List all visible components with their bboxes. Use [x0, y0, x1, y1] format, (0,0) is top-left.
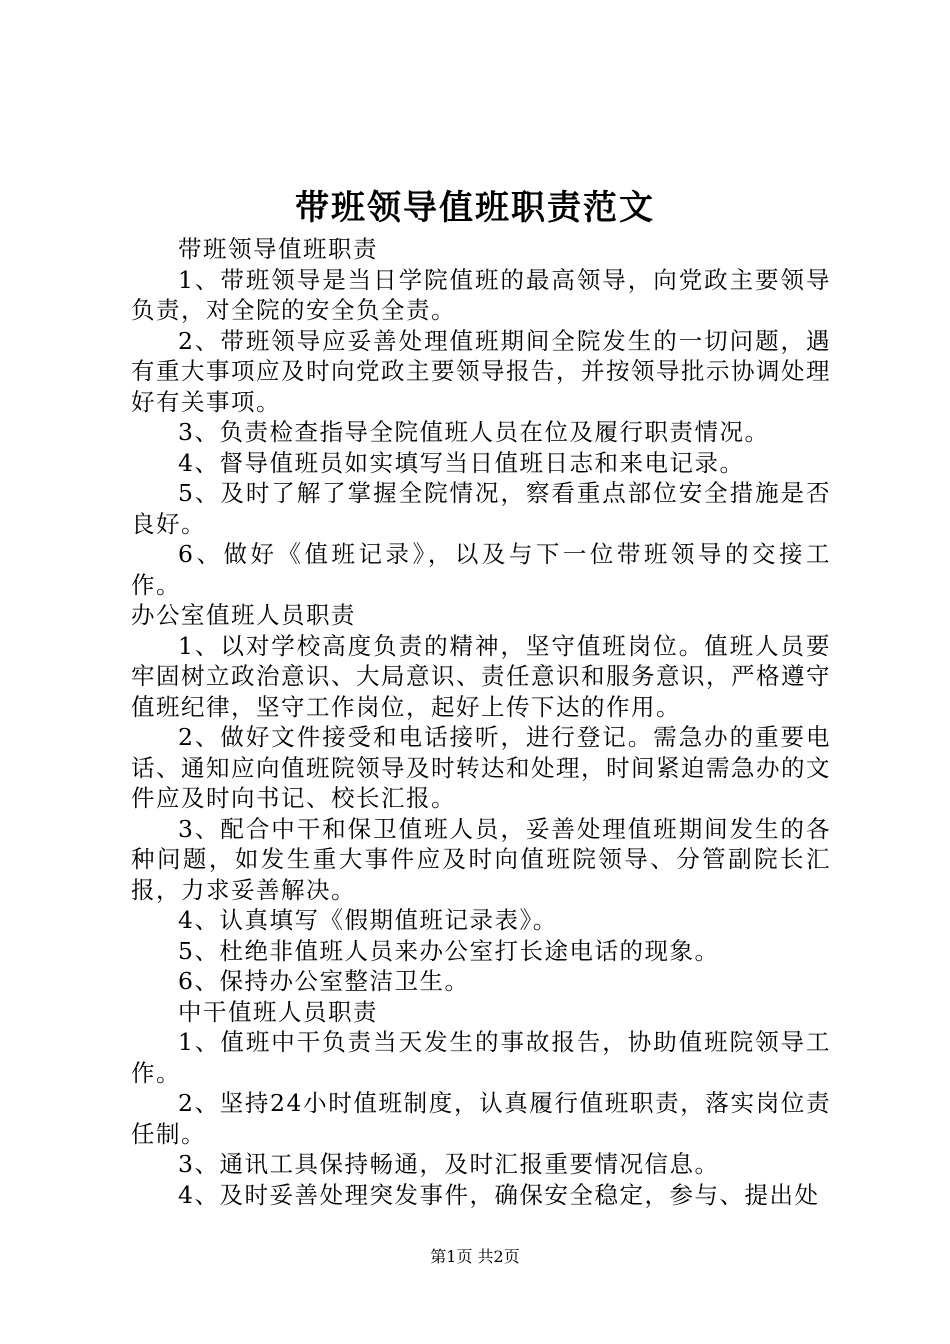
paragraph: 2、坚持24小时值班制度，认真履行值班职责，落实岗位责任制。	[131, 1089, 831, 1148]
paragraph: 4、督导值班员如实填写当日值班日志和来电记录。	[178, 448, 745, 477]
paragraph: 3、通讯工具保持畅通，及时汇报重要情况信息。	[178, 1150, 720, 1178]
paragraph: 2、做好文件接受和电话接听，进行登记。需急办的重要电话、通知应向值班院领导及时转达和处理，时间紧迫需急办的文件应及时向书记、校长汇报。	[131, 723, 831, 812]
paragraph: 5、杜绝非值班人员来办公室打长途电话的现象。	[178, 936, 720, 965]
paragraph: 1、带班领导是当日学院值班的最高领导，向党政主要领导负责，对全院的安全负全责。	[131, 265, 831, 324]
paragraph: 带班领导值班职责	[178, 235, 378, 263]
paragraph: 2、带班领导应妥善处理值班期间全院发生的一切问题，遇有重大事项应及时向党政主要领导报告，并按领导批示协调处理好有关事项。	[131, 326, 831, 416]
paragraph: 6、保持办公室整洁卫生。	[178, 967, 470, 995]
page-footer: 第1页 共2页	[430, 1247, 520, 1266]
paragraph: 3、负责检查指导全院值班人员在位及履行职责情况。	[178, 418, 770, 446]
paragraph: 1、值班中干负责当天发生的事故报告，协助值班院领导工作。	[131, 1028, 831, 1087]
paragraph: 5、及时了解了掌握全院情况，察看重点部位安全措施是否良好。	[131, 479, 831, 538]
paragraph: 4、认真填写《假期值班记录表》。	[178, 906, 558, 934]
section-heading: 办公室值班人员职责	[131, 601, 356, 629]
document-title: 带班领导值班职责范文	[295, 188, 655, 228]
section-heading: 中干值班人员职责	[178, 997, 378, 1026]
document-body	[131, 234, 831, 1210]
paragraph: 3、配合中干和保卫值班人员，妥善处理值班期间发生的各种问题，如发生重大事件应及时向值班院领导、分管副院长汇报，力求妥善解决。	[131, 814, 831, 904]
paragraph: 1、以对学校高度负责的精神，坚守值班岗位。值班人员要牢固树立政治意识、大局意识、责任意识和服务意识，严格遵守值班纪律，坚守工作岗位，起好上传下达的作用。	[131, 631, 831, 721]
paragraph: 6、做好《值班记录》，以及与下一位带班领导的交接工作。	[131, 540, 831, 599]
paragraph: 4、及时妥善处理突发事件，确保安全稳定，参与、提出处	[178, 1180, 820, 1209]
